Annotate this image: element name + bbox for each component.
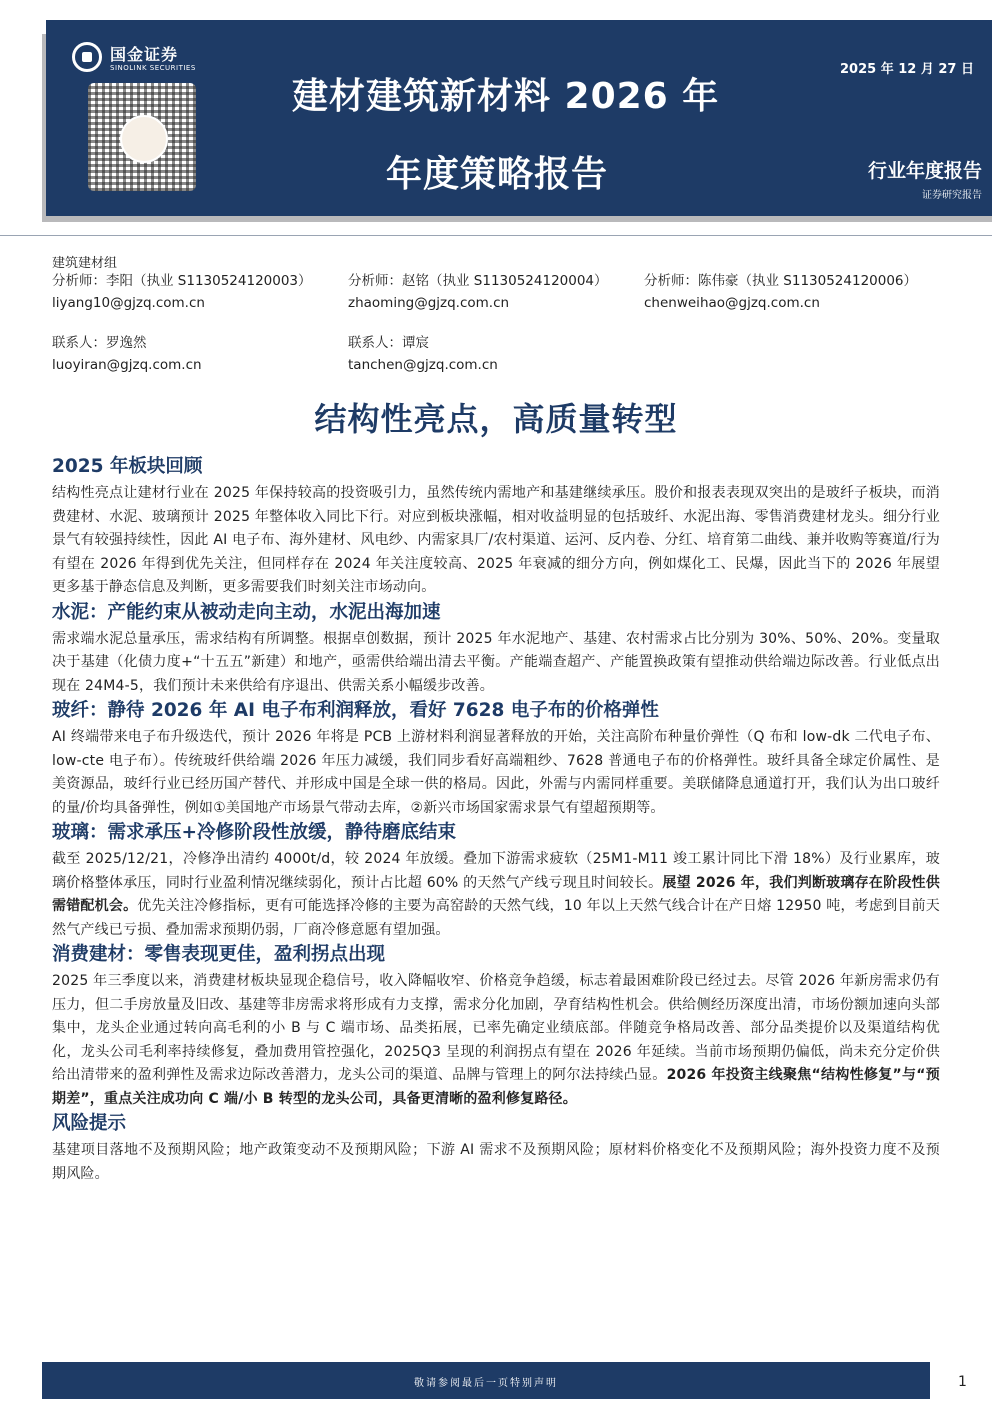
section-body-cement: 需求端水泥总量承压，需求结构有所调整。根据卓创数据，预计 2025 年水泥地产、基建、农村需求占比分别为 30%、50%、20%。变量取决于基建（化债力度+“十五五”新建）和地产，亟需供给端出清去平衡。产能端查超产、产能置换政策有望推动供给端边际改善。行业低点出现在 24M4-5，我们预计未来供给有序退出、供需关系小幅缓步改善。: [52, 630, 940, 694]
footer-disclaimer[interactable]: 敬请参阅最后一页特别声明: [414, 1378, 558, 1389]
report-type: 行业年度报告: [867, 160, 982, 182]
logo-name-cn: 国金证券: [110, 45, 179, 64]
footer-bar: [42, 1362, 930, 1399]
qr-center-logo: [120, 115, 168, 163]
analyst-2: [348, 270, 608, 314]
analyst-email[interactable]: zhaoming@gjzq.com.cn: [348, 295, 510, 311]
header-divider: [0, 235, 992, 236]
contact-2: [348, 332, 498, 376]
analyst-1: [52, 270, 312, 314]
report-body: [52, 455, 940, 1187]
section-title-risk: 风险提示: [52, 1113, 127, 1134]
author-group: 建筑建材组: [52, 256, 118, 271]
contact-email[interactable]: luoyiran@gjzq.com.cn: [52, 357, 202, 373]
report-date: 2025 年 12 月 27 日: [840, 62, 974, 77]
section-title-review: 2025 年板块回顾: [52, 456, 203, 477]
section-body-glass: 截至 2025/12/21，冷修净出清约 4000t/d，较 2024 年放缓。叠加下游需求疲软（25M1-M11 竣工累计同比下滑 18%）及行业累库，玻璃价格整体承压，同时行业盈利情况继续弱化，预计占比超 60% 的天然气产线亏现且时间较长。展望 2026 年，我们判断玻璃存在阶段性供需错配机会。优先关注冷修指标，更有可能选择冷修的主要为高窑龄的天然气线，10 年以上天然气线合计在产日熔 12950 吨，考虑到目前天然气产线已亏损、叠加需求预期仍弱，厂商冷修意愿有望加强。: [52, 851, 940, 938]
section-body-consumer: 2025 年三季度以来，消费建材板块显现企稳信号，收入降幅收窄、价格竞争趋缓，标志着最困难阶段已经过去。尽管 2026 年新房需求仍有压力，但二手房放量及旧改、基建等非房需求将形成有力支撑，需求分化加剧，孕育结构性机会。供给侧经历深度出清，市场份额加速向头部集中，龙头企业通过转向高毛利的小 B 与 C 端市场、品类拓展，已率先确定业绩底部。伴随竞争格局改善、部分品类提价以及渠道结构优化，龙头公司毛利率持续修复，叠加费用管控强化，2025Q3 呈现的利润拐点有望在 2026 年延续。当前市场预期仍偏低，尚未充分定价供给出清带来的盈利弹性及需求边际改善潜力，龙头公司的渠道、品牌与管理上的阿尔法持续凸显。2026 年投资主线聚焦“结构性修复”与“预期差”，重点关注成功向 C 端/小 B 转型的龙头公司，具备更清晰的盈利修复路径。: [52, 973, 940, 1107]
section-body-review: 结构性亮点让建材行业在 2025 年保持较高的投资吸引力，虽然传统内需地产和基建继续承压。股价和报表表现双突出的是玻纤子板块，而消费建材、水泥、玻璃预计 2025 年整体收入同比下行。对应到板块涨幅，相对收益明显的包括玻纤、水泥出海、零售消费建材龙头。细分行业景气有较强持续性，因此 AI 电子布、海外建材、风电纱、内需家具厂/农村渠道、运河、反内卷、分红、培育第二曲线、兼并收购等赛道/行为有望在 2026 年得到优先关注，但同样存在 2024 年关注度较高、2025 年衰减的细分方向，例如煤化工、民爆，因此当下的 2026 年展望更多基于静态信息及判断，更多需要我们时刻关注市场动向。: [52, 485, 940, 595]
analyst-label: 分析师：陈伟豪（执业 S1130524120006）: [644, 273, 918, 289]
analyst-label: 分析师：李阳（执业 S1130524120003）: [52, 273, 312, 289]
logo-name-en: SINOLINK SECURITIES: [110, 64, 196, 72]
consumer-highlight: 2026 年投资主线聚焦“结构性修复”与“预期差”，重点关注成功向 C 端/小 B 转型的龙头公司，具备更清晰的盈利修复路径。: [52, 1067, 940, 1107]
section-body-risk: 基建项目落地不及预期风险；地产政策变动不及预期风险；下游 AI 需求不及预期风险；原材料价格变化不及预期风险；海外投资力度不及预期风险。: [52, 1142, 940, 1182]
qr-code-icon: [88, 83, 196, 191]
contact-1: [52, 332, 202, 376]
page-number: 1: [958, 1374, 967, 1390]
report-title-line2: 年度策略报告: [386, 154, 609, 195]
analyst-email[interactable]: chenweihao@gjzq.com.cn: [644, 295, 820, 311]
logo-mark-icon: [72, 42, 102, 72]
contact-label: 联系人：罗逸然: [52, 335, 147, 351]
report-subtype: 证券研究报告: [922, 190, 982, 201]
analyst-3: [644, 270, 917, 314]
section-title-glass: 玻璃：需求承压+冷修阶段性放缓，静待磨底结束: [52, 822, 457, 843]
analyst-email[interactable]: liyang10@gjzq.com.cn: [52, 295, 205, 311]
contact-label: 联系人：谭宸: [348, 335, 429, 351]
section-title-fiberglass: 玻纤：静待 2026 年 AI 电子布利润释放，看好 7628 电子布的价格弹性: [52, 700, 659, 721]
section-title-consumer: 消费建材：零售表现更佳，盈利拐点出现: [52, 944, 386, 965]
glass-highlight: 展望 2026 年，我们判断玻璃存在阶段性供需错配机会。: [52, 874, 940, 914]
section-body-fiberglass: AI 终端带来电子布升级迭代，预计 2026 年将是 PCB 上游材料利润显著释放的开始，关注高阶布种量价弹性（Q 布和 low-dk 二代电子布、low-cte 电子布）。传统玻纤供给端 2026 年压力减缓，我们同步看好高端粗纱、7628 普通电子布的价格弹性。玻纤具备全球定价属性、是美资源品，玻纤行业已经历国产替代、并形成中国是全球一供的格局。因此，外需与内需同样重要。美联储降息通道打开，我们认为出口玻纤的量/价均具备弹性，例如①美国地产市场景气带动去库，②新兴市场国家需求景气有望超预期等。: [52, 729, 940, 816]
analyst-label: 分析师：赵铭（执业 S1130524120004）: [348, 273, 608, 289]
section-title-cement: 水泥：产能约束从被动走向主动，水泥出海加速: [52, 601, 441, 623]
contact-email[interactable]: tanchen@gjzq.com.cn: [348, 357, 498, 373]
report-headline: 结构性亮点，高质量转型: [314, 400, 678, 438]
company-logo: [72, 42, 222, 78]
report-title-line1: 建材建筑新材料 2026 年: [292, 76, 720, 117]
